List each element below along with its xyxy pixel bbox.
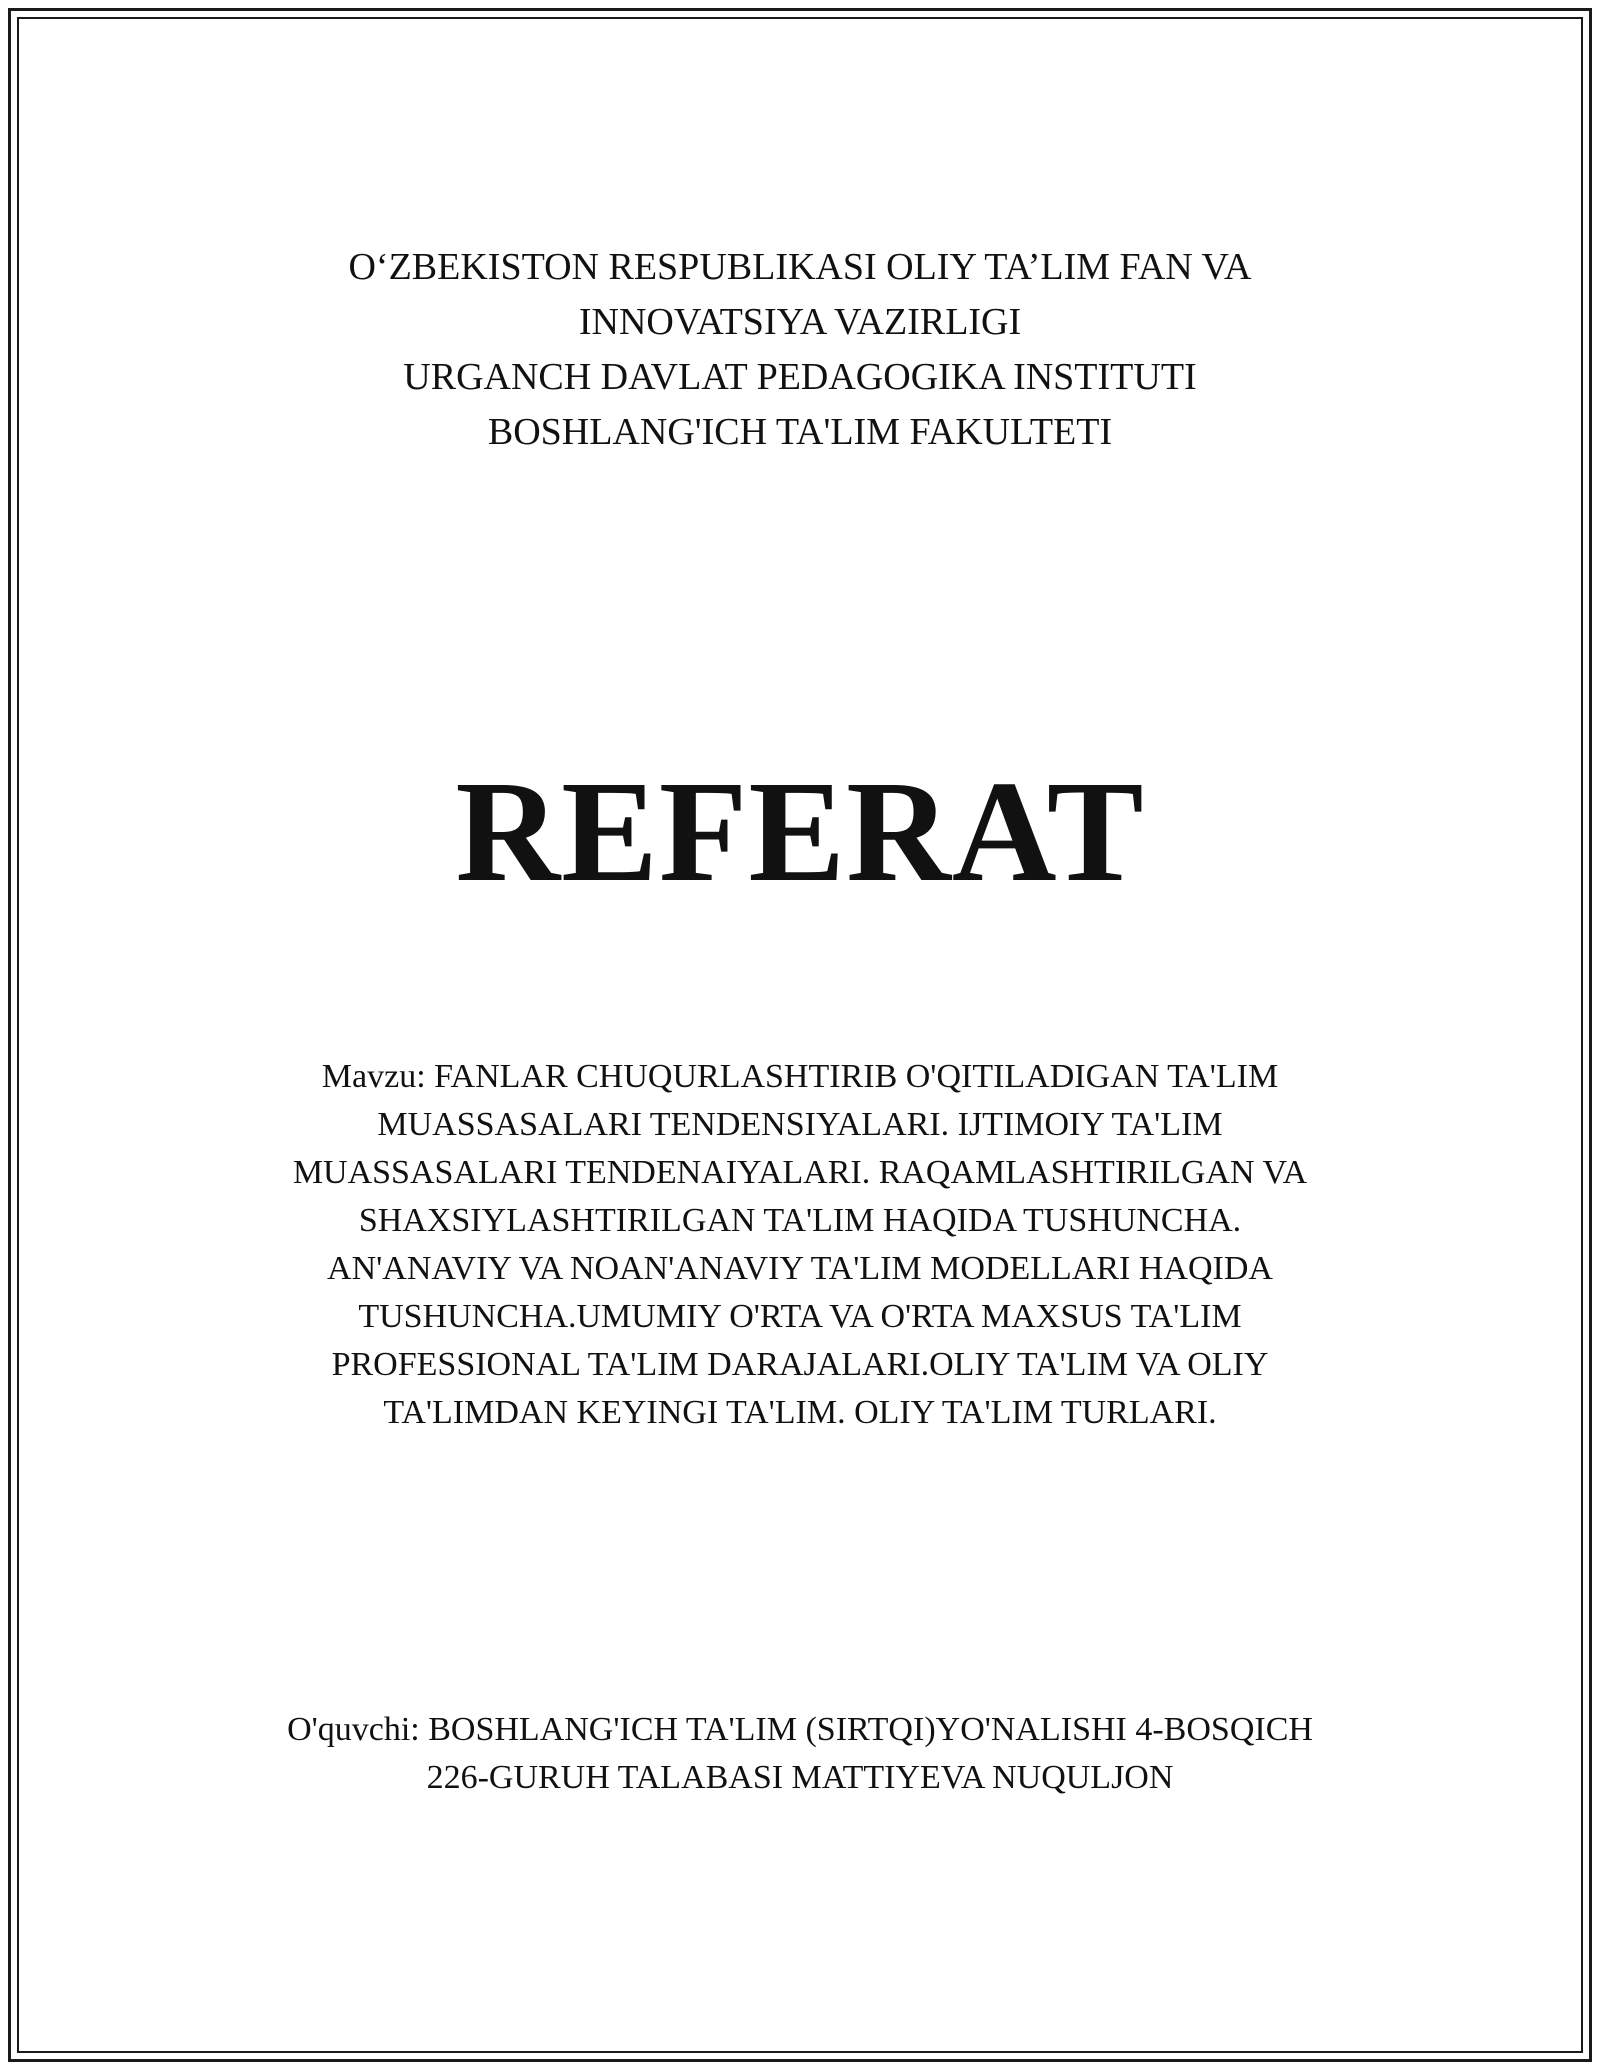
header-line-institute: URGANCH DAVLAT PEDAGOGIKA INSTITUTI	[403, 356, 1197, 398]
student-info	[0, 1706, 1600, 1802]
header-line-faculty: BOSHLANG'ICH TA'LIM FAKULTETI	[487, 411, 1113, 453]
topic-line: PROFESSIONAL TA'LIM DARAJALARI.OLIY TA'LIM VA OLIY	[331, 1346, 1269, 1383]
topic-line: TUSHUNCHA.UMUMIY O'RTA VA O'RTA MAXSUS TA'LIM	[358, 1298, 1242, 1335]
topic-line: MUASSASALARI TENDENSIYALARI. IJTIMOIY TA'LIM	[377, 1106, 1223, 1143]
topic-line: Mavzu: FANLAR CHUQURLASHTIRIB O'QITILADIGAN TA'LIM	[321, 1058, 1279, 1095]
topic-line: TA'LIMDAN KEYINGI TA'LIM. OLIY TA'LIM TURLARI.	[383, 1394, 1217, 1431]
header-line-ministry-1: O‘ZBEKISTON RESPUBLIKASI OLIY TA’LIM FAN VA	[348, 246, 1252, 288]
document-title: REFERAT	[455, 752, 1145, 912]
institution-header	[0, 240, 1600, 460]
student-line-program: O'quvchi: BOSHLANG'ICH TA'LIM (SIRTQI)YO'NALISHI 4-BOSQICH	[287, 1711, 1313, 1748]
topic-block	[0, 1053, 1600, 1437]
topic-line: MUASSASALARI TENDENAIYALARI. RAQAMLASHTIRILGAN VA	[292, 1154, 1308, 1191]
topic-line: AN'ANAVIY VA NOAN'ANAVIY TA'LIM MODELLARI HAQIDA	[327, 1250, 1273, 1287]
topic-line: SHAXSIYLASHTIRILGAN TA'LIM HAQIDA TUSHUNCHA.	[358, 1202, 1242, 1239]
student-line-name: 226-GURUH TALABASI MATTIYEVA NUQULJON	[426, 1759, 1174, 1796]
header-line-ministry-2: INNOVATSIYA VAZIRLIGI	[578, 301, 1022, 343]
